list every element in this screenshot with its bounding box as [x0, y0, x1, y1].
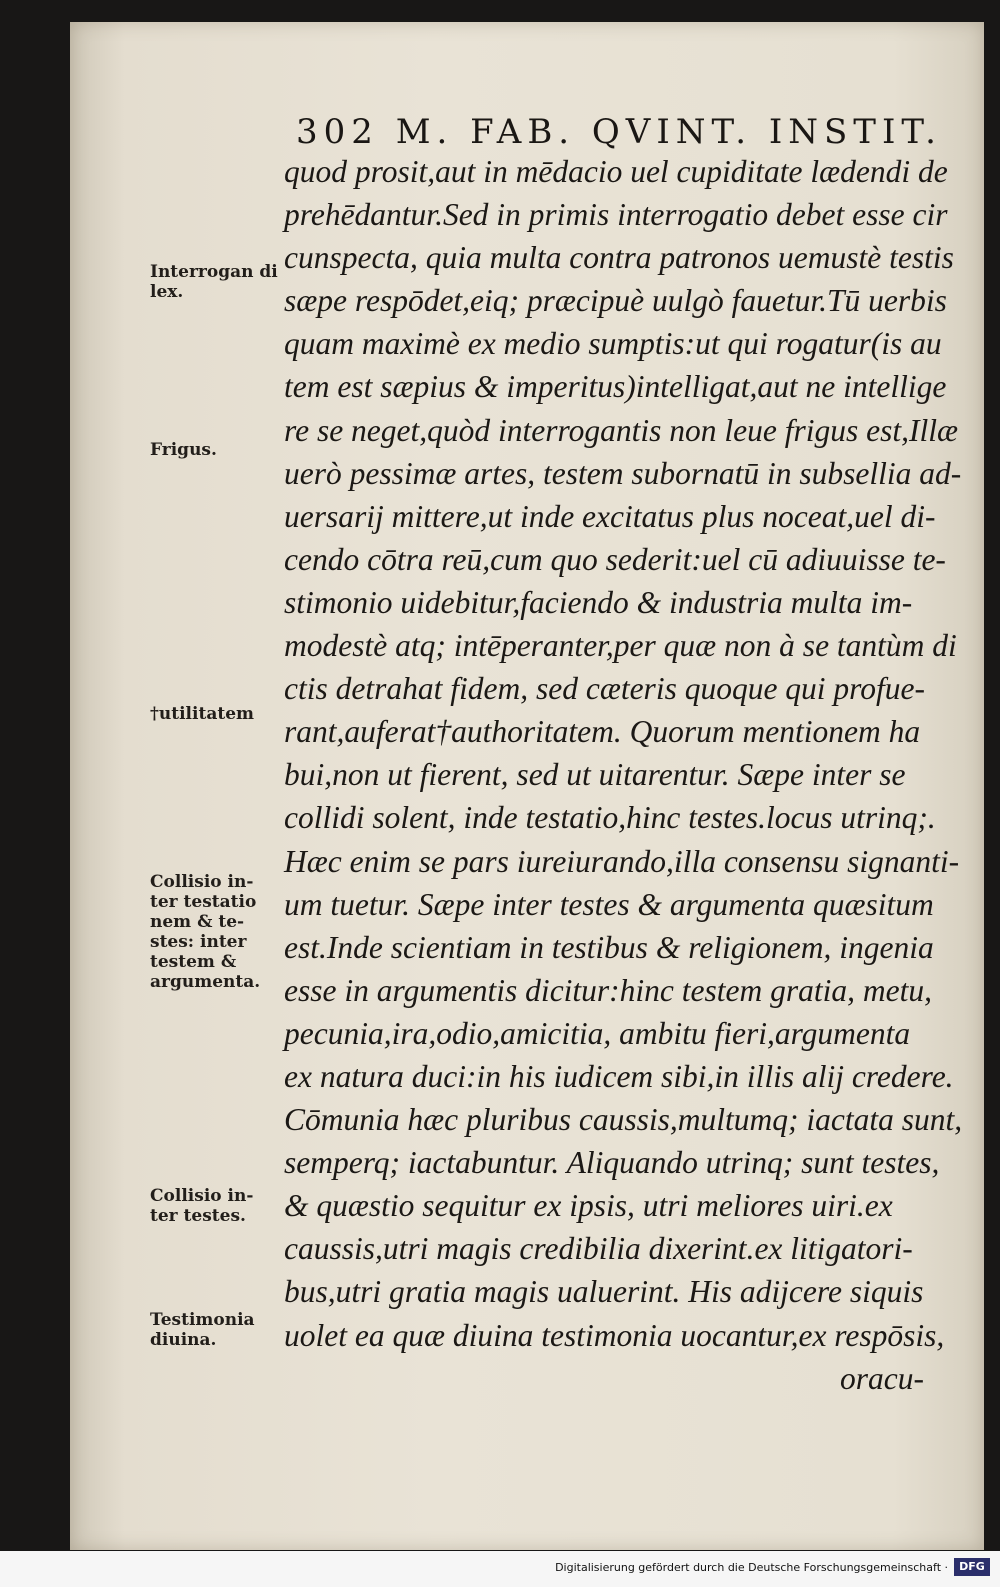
marginal-note-utilitatem: †utilitatem	[150, 704, 255, 724]
text-line: collidi solent, inde testatio,hinc testes.locus utrinq;.	[284, 800, 936, 836]
text-line: um tuetur. Sæpe inter testes & argumenta quæsitum	[284, 886, 934, 922]
marginal-note-frigus: Frigus.	[150, 440, 217, 460]
text-line: pecunia,ira,odio,amicitia, ambitu fieri,argumenta	[284, 1015, 911, 1051]
text-line: cunspecta, quia multa contra patronos uemustè testis	[284, 240, 954, 276]
text-line: modestè atq; intēperanter,per quæ non à se tantùm di	[284, 628, 957, 664]
text-line: uolet ea quæ diuina testimonia uocantur,ex respōsis,	[284, 1317, 945, 1353]
text-line: bui,non ut fierent, sed ut uitarentur. Sæpe inter se	[284, 757, 906, 793]
text-line: quam maximè ex medio sumptis:ut qui rogatur(is au	[284, 326, 942, 362]
text-line: caussis,utri magis credibilia dixerint.ex litigatori-	[284, 1231, 913, 1267]
dfg-logo: DFG	[954, 1558, 990, 1576]
catchword: oracu-	[840, 1360, 924, 1396]
text-line: bus,utri gratia magis ualuerint. His adijcere siquis	[284, 1274, 924, 1310]
marginal-note-collisio-testes: Collisio in- ter testes.	[150, 1186, 254, 1226]
marginal-note-testimonia-diuina: Testimonia diuina.	[150, 1310, 255, 1350]
running-head: 302 M. FAB. QVINT. INSTIT.	[296, 112, 942, 152]
text-line: Cōmunia hæc pluribus caussis,multumq; iactata sunt,	[284, 1102, 963, 1138]
digitization-footer	[0, 1551, 1000, 1587]
text-line: uersarij mittere,ut inde excitatus plus noceat,uel di-	[284, 498, 936, 534]
text-line: Hæc enim se pars iureiurando,illa consensu signanti-	[284, 843, 960, 879]
marginal-note-interrogandi: Interrogan di lex.	[150, 262, 278, 302]
main-text-block	[284, 150, 964, 1400]
marginal-note-collisio-testatio: Collisio in- ter testatio nem & te- stes: inter testem & argumenta.	[150, 872, 261, 992]
text-line: uerò pessimæ artes, testem subornatū in subsellia ad-	[284, 455, 962, 491]
text-line: sæpe respōdet,eiq; præcipuè uulgò fauetur.Tū uerbis	[284, 283, 947, 319]
text-line: & quæstio sequitur ex ipsis, utri meliores uiri.ex	[284, 1188, 893, 1224]
text-line: prehēdantur.Sed in primis interrogatio debet esse cir	[284, 197, 948, 233]
text-line: quod prosit,aut in mēdacio uel cupiditate lædendi de	[284, 154, 948, 189]
text-line: ctis detrahat fidem, sed cæteris quoque qui profue-	[284, 671, 925, 707]
text-line: ex natura duci:in his iudicem sibi,in illis alij credere.	[284, 1058, 954, 1094]
text-line: est.Inde scientiam in testibus & religionem, ingenia	[284, 929, 934, 965]
text-line: cendo cōtra reū,cum quo sederit:uel cū adiuuisse te-	[284, 541, 946, 577]
text-line: esse in argumentis dicitur:hinc testem gratia, metu,	[284, 972, 932, 1008]
funding-credit: Digitalisierung gefördert durch die Deutsche Forschungsgemeinschaft ·	[555, 1561, 948, 1574]
text-line: semperq; iactabuntur. Aliquando utrinq; sunt testes,	[284, 1145, 940, 1181]
text-line: rant,auferat†authoritatem. Quorum mentionem ha	[284, 714, 921, 750]
text-line: tem est sæpius & imperitus)intelligat,aut ne intellige	[284, 369, 947, 405]
text-line: re se neget,quòd interrogantis non leue frigus est,Illæ	[284, 412, 958, 448]
text-line: stimonio uidebitur,faciendo & industria multa im-	[284, 584, 913, 620]
